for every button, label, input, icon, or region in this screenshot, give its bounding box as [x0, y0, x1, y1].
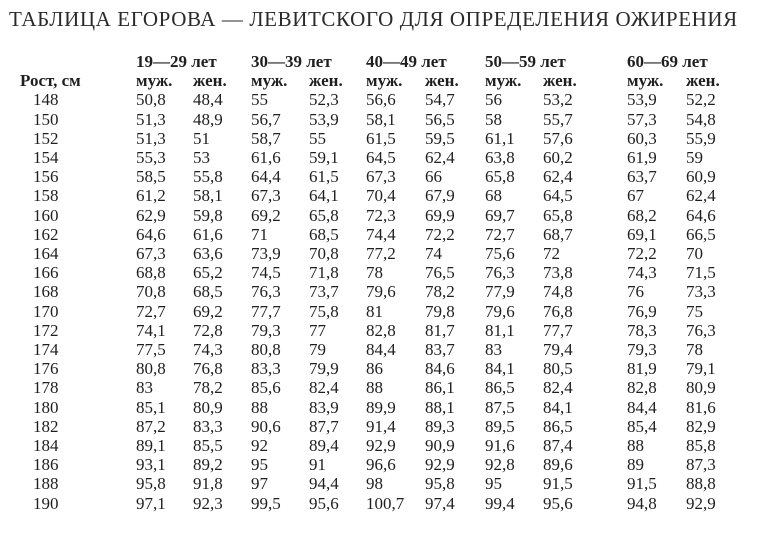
female-weight-value: 65,2: [193, 263, 223, 283]
male-weight-value: 55,3: [136, 148, 166, 168]
female-weight-value: 62,4: [686, 186, 716, 206]
height-value: 164: [33, 244, 59, 264]
female-column-header: жен.: [309, 71, 343, 91]
table-row: [0, 110, 782, 129]
female-weight-value: 71,5: [686, 263, 716, 283]
male-weight-value: 83,3: [251, 359, 281, 379]
height-value: 162: [33, 224, 59, 244]
age-group-header-row: [0, 52, 782, 71]
male-weight-value: 77,2: [366, 244, 396, 264]
male-weight-value: 77,9: [485, 282, 515, 302]
male-weight-value: 57,3: [627, 109, 657, 129]
male-weight-value: 80,8: [251, 340, 281, 360]
male-weight-value: 81,1: [485, 320, 515, 340]
table-row: [0, 359, 782, 378]
age-group-header: 40—49 лет: [366, 52, 447, 71]
male-weight-value: 82,8: [366, 320, 396, 340]
male-weight-value: 77,7: [251, 301, 281, 321]
male-weight-value: 82,8: [627, 378, 657, 398]
male-weight-value: 67,3: [251, 186, 281, 206]
female-column-header: жен.: [193, 71, 227, 91]
height-value: 190: [33, 493, 59, 513]
female-weight-value: 60,9: [686, 167, 716, 187]
table-row: [0, 417, 782, 436]
table-row: [0, 474, 782, 493]
table-header: [0, 52, 782, 90]
female-weight-value: 91,5: [543, 474, 573, 494]
female-weight-value: 95,6: [309, 493, 339, 513]
female-weight-value: 69,9: [425, 205, 455, 225]
female-weight-value: 72,8: [193, 320, 223, 340]
female-weight-value: 54,7: [425, 90, 455, 110]
male-weight-value: 91,6: [485, 436, 515, 456]
male-weight-value: 100,7: [366, 493, 405, 513]
male-weight-value: 98: [366, 474, 383, 494]
male-weight-value: 79,3: [251, 320, 281, 340]
female-weight-value: 80,9: [193, 397, 223, 417]
female-weight-value: 78,2: [193, 378, 223, 398]
male-weight-value: 87,5: [485, 397, 515, 417]
male-weight-value: 73,9: [251, 244, 281, 264]
table-row: [0, 436, 782, 455]
male-weight-value: 88: [627, 436, 644, 456]
height-value: 170: [33, 301, 59, 321]
female-weight-value: 78: [686, 340, 703, 360]
male-column-header: муж.: [251, 71, 288, 91]
female-weight-value: 65,8: [309, 205, 339, 225]
female-weight-value: 75,8: [309, 301, 339, 321]
female-weight-value: 77,7: [543, 320, 573, 340]
female-weight-value: 82,4: [543, 378, 573, 398]
female-weight-value: 85,5: [193, 436, 223, 456]
female-weight-value: 51: [193, 128, 210, 148]
female-weight-value: 86,1: [425, 378, 455, 398]
female-weight-value: 92,3: [193, 493, 223, 513]
male-weight-value: 64,6: [136, 224, 166, 244]
weight-height-table: [0, 52, 782, 513]
male-weight-value: 63,8: [485, 148, 515, 168]
female-weight-value: 84,1: [543, 397, 573, 417]
table-row: [0, 302, 782, 321]
male-weight-value: 61,5: [366, 128, 396, 148]
female-weight-value: 74: [425, 244, 442, 264]
male-weight-value: 58,5: [136, 167, 166, 187]
male-weight-value: 61,1: [485, 128, 515, 148]
male-weight-value: 61,9: [627, 148, 657, 168]
table-row: [0, 321, 782, 340]
male-weight-value: 81: [366, 301, 383, 321]
male-weight-value: 97: [251, 474, 268, 494]
female-weight-value: 70,8: [309, 244, 339, 264]
female-weight-value: 89,3: [425, 416, 455, 436]
male-weight-value: 78: [366, 263, 383, 283]
male-weight-value: 95: [485, 474, 502, 494]
male-weight-value: 55: [251, 90, 268, 110]
male-column-header: муж.: [366, 71, 403, 91]
table-row: [0, 225, 782, 244]
male-weight-value: 76,9: [627, 301, 657, 321]
height-value: 154: [33, 148, 59, 168]
female-weight-value: 61,5: [309, 167, 339, 187]
female-weight-value: 64,1: [309, 186, 339, 206]
female-weight-value: 75: [686, 301, 703, 321]
female-weight-value: 87,3: [686, 455, 716, 475]
male-weight-value: 51,3: [136, 109, 166, 129]
female-weight-value: 73,7: [309, 282, 339, 302]
male-weight-value: 67: [627, 186, 644, 206]
female-weight-value: 66,5: [686, 224, 716, 244]
female-weight-value: 70: [686, 244, 703, 264]
male-column-header: муж.: [136, 71, 173, 91]
female-weight-value: 79,1: [686, 359, 716, 379]
female-weight-value: 53: [193, 148, 210, 168]
male-weight-value: 58,7: [251, 128, 281, 148]
male-weight-value: 71: [251, 224, 268, 244]
female-weight-value: 80,5: [543, 359, 573, 379]
male-weight-value: 72,7: [485, 224, 515, 244]
female-weight-value: 55,7: [543, 109, 573, 129]
table-row: [0, 206, 782, 225]
female-weight-value: 68,5: [193, 282, 223, 302]
corner-cell: [0, 52, 136, 71]
female-weight-value: 76,3: [686, 320, 716, 340]
female-weight-value: 91,8: [193, 474, 223, 494]
male-weight-value: 88: [366, 378, 383, 398]
female-weight-value: 97,4: [425, 493, 455, 513]
male-weight-value: 58: [485, 109, 502, 129]
male-weight-value: 79,3: [627, 340, 657, 360]
table-row: [0, 186, 782, 205]
female-weight-value: 88,8: [686, 474, 716, 494]
female-weight-value: 66: [425, 167, 442, 187]
female-weight-value: 72: [543, 244, 560, 264]
male-weight-value: 92,8: [485, 455, 515, 475]
female-weight-value: 89,6: [543, 455, 573, 475]
female-weight-value: 92,9: [686, 493, 716, 513]
female-weight-value: 59,5: [425, 128, 455, 148]
female-weight-value: 53,2: [543, 90, 573, 110]
table-row: [0, 282, 782, 301]
male-weight-value: 96,6: [366, 455, 396, 475]
male-weight-value: 92,9: [366, 436, 396, 456]
height-value: 178: [33, 378, 59, 398]
height-value: 176: [33, 359, 59, 379]
female-weight-value: 74,3: [193, 340, 223, 360]
female-weight-value: 94,4: [309, 474, 339, 494]
female-weight-value: 52,3: [309, 90, 339, 110]
male-weight-value: 63,7: [627, 167, 657, 187]
female-weight-value: 82,9: [686, 416, 716, 436]
female-weight-value: 55,8: [193, 167, 223, 187]
female-weight-value: 56,5: [425, 109, 455, 129]
male-weight-value: 99,4: [485, 493, 515, 513]
female-weight-value: 81,7: [425, 320, 455, 340]
female-weight-value: 79: [309, 340, 326, 360]
female-weight-value: 95,8: [425, 474, 455, 494]
female-weight-value: 79,8: [425, 301, 455, 321]
male-weight-value: 74,1: [136, 320, 166, 340]
male-weight-value: 91,5: [627, 474, 657, 494]
height-value: 182: [33, 416, 59, 436]
height-value: 184: [33, 436, 59, 456]
male-weight-value: 74,4: [366, 224, 396, 244]
female-weight-value: 73,8: [543, 263, 573, 283]
male-weight-value: 56,7: [251, 109, 281, 129]
male-weight-value: 64,4: [251, 167, 281, 187]
male-weight-value: 94,8: [627, 493, 657, 513]
height-value: 148: [33, 90, 59, 110]
male-weight-value: 56,6: [366, 90, 396, 110]
table-row: [0, 340, 782, 359]
female-weight-value: 95,6: [543, 493, 573, 513]
female-weight-value: 91: [309, 455, 326, 475]
female-weight-value: 62,4: [543, 167, 573, 187]
male-weight-value: 95,8: [136, 474, 166, 494]
female-weight-value: 61,6: [193, 224, 223, 244]
male-weight-value: 90,6: [251, 416, 281, 436]
female-weight-value: 72,2: [425, 224, 455, 244]
female-weight-value: 84,6: [425, 359, 455, 379]
height-value: 158: [33, 186, 59, 206]
male-weight-value: 53,9: [627, 90, 657, 110]
male-weight-value: 56: [485, 90, 502, 110]
male-weight-value: 93,1: [136, 455, 166, 475]
male-weight-value: 70,4: [366, 186, 396, 206]
male-weight-value: 74,5: [251, 263, 281, 283]
male-weight-value: 84,4: [627, 397, 657, 417]
age-group-header: 19—29 лет: [136, 52, 217, 71]
height-value: 160: [33, 205, 59, 225]
male-weight-value: 67,3: [366, 167, 396, 187]
sex-header-row: [0, 71, 782, 90]
male-weight-value: 60,3: [627, 128, 657, 148]
height-value: 150: [33, 109, 59, 129]
height-value: 186: [33, 455, 59, 475]
male-weight-value: 80,8: [136, 359, 166, 379]
female-weight-value: 87,7: [309, 416, 339, 436]
female-weight-value: 92,9: [425, 455, 455, 475]
age-group-header: 50—59 лет: [485, 52, 566, 71]
table-row: [0, 244, 782, 263]
male-weight-value: 85,4: [627, 416, 657, 436]
table-row: [0, 378, 782, 397]
male-weight-value: 74,3: [627, 263, 657, 283]
table-row: [0, 148, 782, 167]
male-weight-value: 89: [627, 455, 644, 475]
male-weight-value: 85,1: [136, 397, 166, 417]
male-weight-value: 64,5: [366, 148, 396, 168]
female-weight-value: 90,9: [425, 436, 455, 456]
female-weight-value: 71,8: [309, 263, 339, 283]
female-weight-value: 59,1: [309, 148, 339, 168]
table-title: ТАБЛИЦА ЕГОРОВА — ЛЕВИТСКОГО ДЛЯ ОПРЕДЕЛЕНИЯ ОЖИРЕНИЯ: [9, 7, 738, 31]
male-weight-value: 92: [251, 436, 268, 456]
male-weight-value: 61,2: [136, 186, 166, 206]
table-row: [0, 398, 782, 417]
height-value: 156: [33, 167, 59, 187]
female-weight-value: 83,7: [425, 340, 455, 360]
male-weight-value: 72,7: [136, 301, 166, 321]
table-row: [0, 167, 782, 186]
female-weight-value: 64,5: [543, 186, 573, 206]
male-weight-value: 50,8: [136, 90, 166, 110]
male-column-header: муж.: [485, 71, 522, 91]
female-weight-value: 89,4: [309, 436, 339, 456]
female-weight-value: 82,4: [309, 378, 339, 398]
female-weight-value: 85,8: [686, 436, 716, 456]
height-column-header: Рост, см: [20, 71, 81, 91]
female-weight-value: 76,8: [543, 301, 573, 321]
male-weight-value: 99,5: [251, 493, 281, 513]
female-weight-value: 74,8: [543, 282, 573, 302]
female-weight-value: 63,6: [193, 244, 223, 264]
male-weight-value: 86,5: [485, 378, 515, 398]
male-weight-value: 78,3: [627, 320, 657, 340]
male-weight-value: 97,1: [136, 493, 166, 513]
male-weight-value: 81,9: [627, 359, 657, 379]
female-weight-value: 60,2: [543, 148, 573, 168]
male-weight-value: 95: [251, 455, 268, 475]
table-body: [0, 90, 782, 512]
female-weight-value: 52,2: [686, 90, 716, 110]
female-weight-value: 69,2: [193, 301, 223, 321]
age-group-header: 60—69 лет: [627, 52, 708, 71]
male-weight-value: 72,3: [366, 205, 396, 225]
female-column-header: жен.: [686, 71, 720, 91]
height-value: 180: [33, 397, 59, 417]
male-weight-value: 79,6: [366, 282, 396, 302]
male-weight-value: 69,1: [627, 224, 657, 244]
female-weight-value: 76,8: [193, 359, 223, 379]
male-weight-value: 84,1: [485, 359, 515, 379]
male-weight-value: 76,3: [485, 263, 515, 283]
male-weight-value: 79,6: [485, 301, 515, 321]
age-group-header: 30—39 лет: [251, 52, 332, 71]
female-weight-value: 79,9: [309, 359, 339, 379]
male-weight-value: 76,3: [251, 282, 281, 302]
male-weight-value: 89,9: [366, 397, 396, 417]
height-value: 166: [33, 263, 59, 283]
female-weight-value: 57,6: [543, 128, 573, 148]
male-weight-value: 65,8: [485, 167, 515, 187]
height-value: 172: [33, 320, 59, 340]
table-row: [0, 129, 782, 148]
female-weight-value: 55,9: [686, 128, 716, 148]
female-weight-value: 83,9: [309, 397, 339, 417]
female-weight-value: 68,7: [543, 224, 573, 244]
male-weight-value: 58,1: [366, 109, 396, 129]
female-weight-value: 62,4: [425, 148, 455, 168]
male-weight-value: 70,8: [136, 282, 166, 302]
female-weight-value: 88,1: [425, 397, 455, 417]
female-weight-value: 48,4: [193, 90, 223, 110]
female-weight-value: 86,5: [543, 416, 573, 436]
male-weight-value: 69,2: [251, 205, 281, 225]
table-row: [0, 455, 782, 474]
male-weight-value: 83: [485, 340, 502, 360]
table-row: [0, 90, 782, 109]
female-column-header: жен.: [425, 71, 459, 91]
female-weight-value: 89,2: [193, 455, 223, 475]
male-weight-value: 68,8: [136, 263, 166, 283]
male-weight-value: 69,7: [485, 205, 515, 225]
female-weight-value: 80,9: [686, 378, 716, 398]
female-weight-value: 53,9: [309, 109, 339, 129]
male-weight-value: 85,6: [251, 378, 281, 398]
height-value: 168: [33, 282, 59, 302]
table-row: [0, 263, 782, 282]
male-weight-value: 89,5: [485, 416, 515, 436]
female-weight-value: 78,2: [425, 282, 455, 302]
female-weight-value: 59,8: [193, 205, 223, 225]
female-column-header: жен.: [543, 71, 577, 91]
male-weight-value: 68,2: [627, 205, 657, 225]
female-weight-value: 87,4: [543, 436, 573, 456]
table-row: [0, 494, 782, 513]
height-value: 174: [33, 340, 59, 360]
male-weight-value: 88: [251, 397, 268, 417]
male-weight-value: 83: [136, 378, 153, 398]
female-weight-value: 65,8: [543, 205, 573, 225]
female-weight-value: 68,5: [309, 224, 339, 244]
male-weight-value: 86: [366, 359, 383, 379]
female-weight-value: 54,8: [686, 109, 716, 129]
female-weight-value: 55: [309, 128, 326, 148]
height-value: 188: [33, 474, 59, 494]
male-weight-value: 91,4: [366, 416, 396, 436]
male-weight-value: 68: [485, 186, 502, 206]
female-weight-value: 77: [309, 320, 326, 340]
female-weight-value: 83,3: [193, 416, 223, 436]
female-weight-value: 48,9: [193, 109, 223, 129]
male-column-header: муж.: [627, 71, 664, 91]
male-weight-value: 67,3: [136, 244, 166, 264]
height-value: 152: [33, 128, 59, 148]
female-weight-value: 59: [686, 148, 703, 168]
male-weight-value: 77,5: [136, 340, 166, 360]
male-weight-value: 62,9: [136, 205, 166, 225]
male-weight-value: 87,2: [136, 416, 166, 436]
male-weight-value: 89,1: [136, 436, 166, 456]
male-weight-value: 76: [627, 282, 644, 302]
female-weight-value: 64,6: [686, 205, 716, 225]
male-weight-value: 51,3: [136, 128, 166, 148]
female-weight-value: 79,4: [543, 340, 573, 360]
female-weight-value: 58,1: [193, 186, 223, 206]
female-weight-value: 73,3: [686, 282, 716, 302]
female-weight-value: 81,6: [686, 397, 716, 417]
female-weight-value: 76,5: [425, 263, 455, 283]
female-weight-value: 67,9: [425, 186, 455, 206]
male-weight-value: 75,6: [485, 244, 515, 264]
male-weight-value: 72,2: [627, 244, 657, 264]
male-weight-value: 61,6: [251, 148, 281, 168]
male-weight-value: 84,4: [366, 340, 396, 360]
